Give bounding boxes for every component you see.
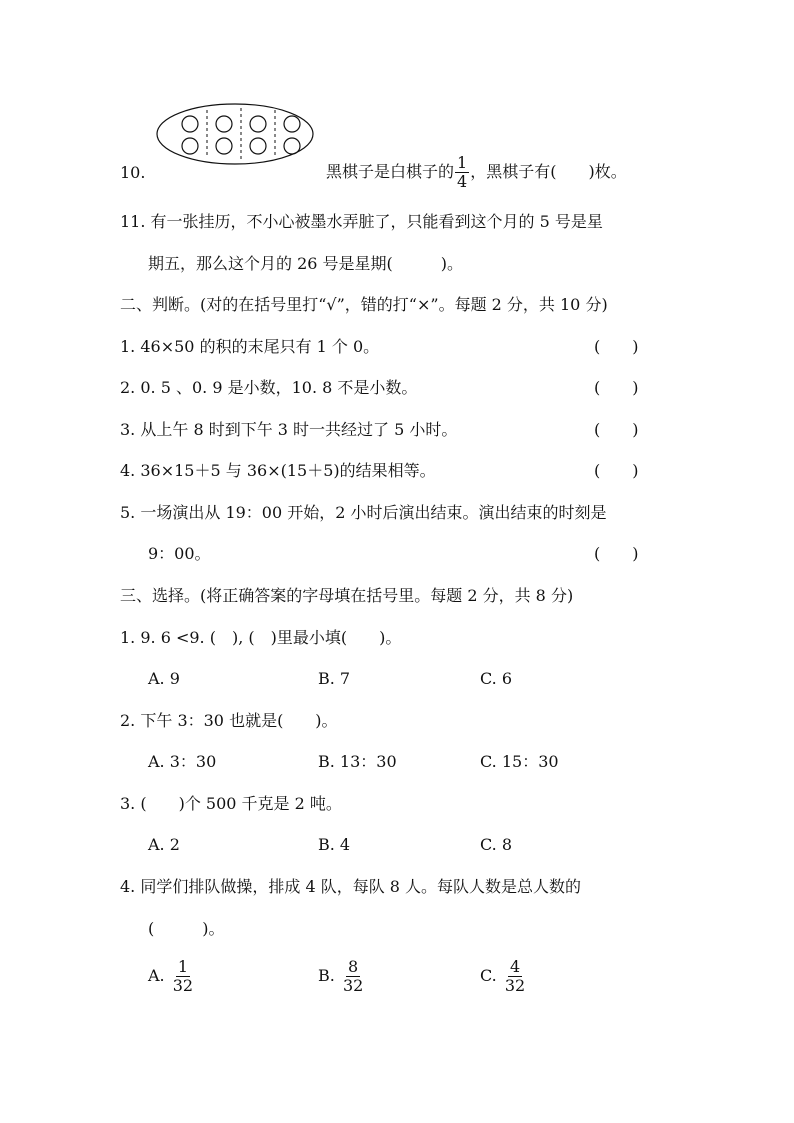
- s3-q2-option-b[interactable]: B. 13：30: [318, 752, 397, 771]
- s3-q1-option-b[interactable]: B. 7: [318, 669, 351, 688]
- s2-item3: 3. 从上午 8 时到下午 3 时一共经过了 5 小时。: [120, 420, 458, 439]
- q10-text-before: 黑棋子是白棋子的: [326, 162, 455, 181]
- section2-heading: 二、判断。(对的在括号里打“√”，错的打“×”。每题 2 分，共 10 分): [120, 295, 608, 314]
- s2-item4: 4. 36×15＋5 与 36×(15＋5)的结果相等。: [120, 461, 436, 480]
- q11-line1: 11. 有一张挂历，不小心被墨水弄脏了，只能看到这个月的 5 号是星: [120, 212, 603, 231]
- s3-q4-option-c-fraction: $\frac{4}{32}$: [504, 957, 526, 995]
- s3-q4-option-b[interactable]: B. $\frac{8}{32}$: [318, 957, 364, 995]
- s3-q2-option-a[interactable]: A. 3：30: [148, 752, 217, 771]
- s3-q1-option-c[interactable]: C. 6: [480, 669, 513, 688]
- s3-q4-line2: ( )。: [148, 919, 225, 938]
- s3-q2: 2. 下午 3：30 也就是( )。: [120, 711, 338, 730]
- q10-text-after: ，黑棋子有( )枚。: [470, 162, 627, 181]
- s2-item5-line2: 9：00。: [148, 544, 211, 563]
- s3-q4-option-b-fraction: $\frac{8}{32}$: [342, 957, 364, 995]
- s2-item5-line1: 5. 一场演出从 19：00 开始，2 小时后演出结束。演出结束的时刻是: [120, 503, 607, 522]
- s2-item3-answer[interactable]: ( ): [594, 420, 639, 439]
- s3-q1-option-a[interactable]: A. 9: [148, 669, 180, 688]
- s3-q3-option-a[interactable]: A. 2: [148, 835, 180, 854]
- s3-q1: 1. 9. 6 <9. ( ), ( )里最小填( )。: [120, 628, 402, 647]
- section3-heading: 三、选择。(将正确答案的字母填在括号里。每题 2 分，共 8 分): [120, 586, 574, 605]
- s2-item4-answer[interactable]: ( ): [594, 461, 639, 480]
- dashed-dividers: [207, 108, 275, 160]
- s3-q4-line1: 4. 同学们排队做操，排成 4 队，每队 8 人。每队人数是总人数的: [120, 877, 582, 896]
- oval-outline: [157, 104, 313, 164]
- s2-item1-answer[interactable]: ( ): [594, 337, 639, 356]
- s3-q3-option-c[interactable]: C. 8: [480, 835, 513, 854]
- s3-q2-option-c[interactable]: C. 15：30: [480, 752, 559, 771]
- q10-fraction: $\frac{1}{4}$: [457, 153, 468, 191]
- s3-q4-option-a-fraction: $\frac{1}{32}$: [172, 957, 194, 995]
- s2-item5-answer[interactable]: ( ): [594, 544, 639, 563]
- chess-pieces-figure: [155, 100, 315, 168]
- s2-item2: 2. 0. 5 、0. 9 是小数，10. 8 不是小数。: [120, 378, 418, 397]
- s2-item1: 1. 46×50 的积的末尾只有 1 个 0。: [120, 337, 380, 356]
- s3-q4-option-a[interactable]: A. $\frac{1}{32}$: [148, 957, 194, 995]
- s3-q4-option-c[interactable]: C. $\frac{4}{32}$: [480, 957, 526, 995]
- q10-text: [326, 154, 627, 191]
- q11-line2: 期五，那么这个月的 26 号是星期( )。: [148, 254, 464, 273]
- s3-q3: 3. ( )个 500 千克是 2 吨。: [120, 794, 342, 813]
- q10-number: 10.: [120, 163, 146, 182]
- s2-item2-answer[interactable]: ( ): [594, 378, 639, 397]
- s3-q3-option-b[interactable]: B. 4: [318, 835, 351, 854]
